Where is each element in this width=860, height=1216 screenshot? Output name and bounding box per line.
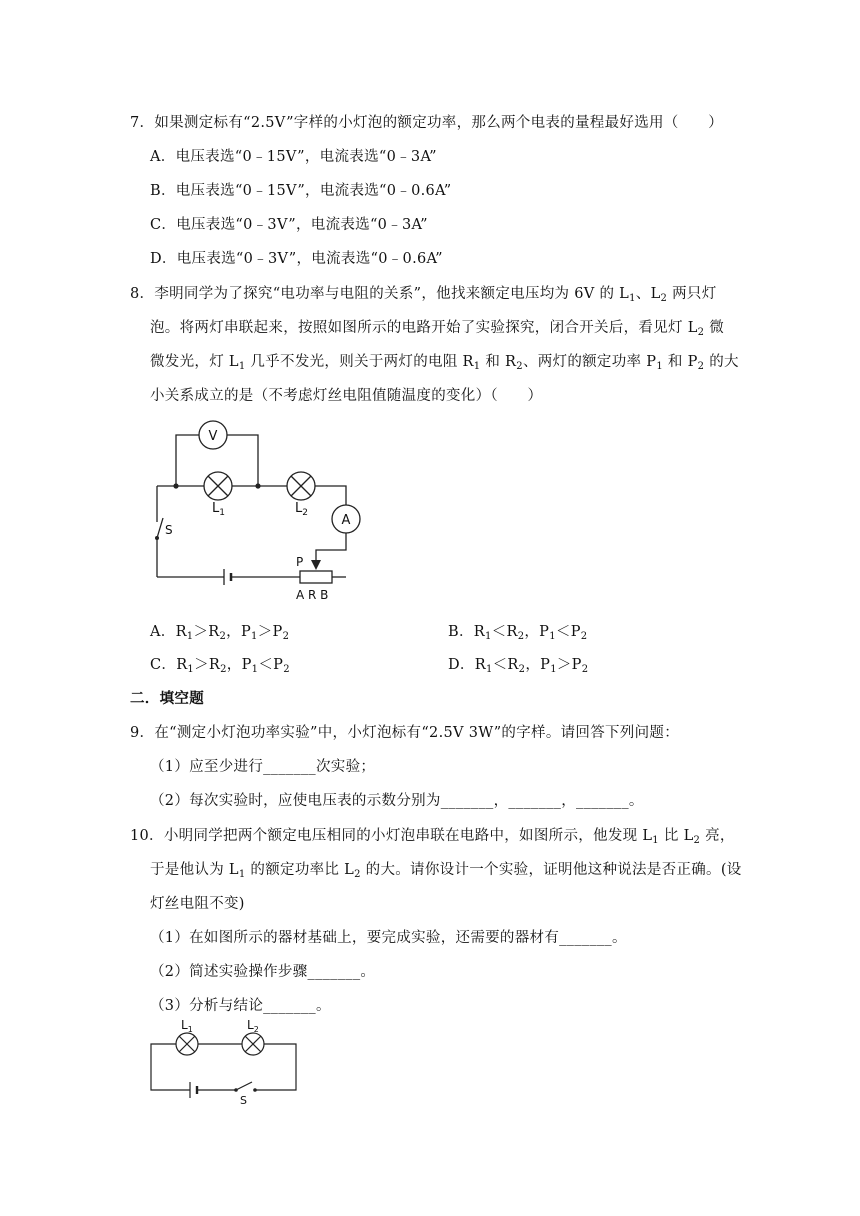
- q9-sub1: （1）应至少进行_______次实验；: [150, 759, 376, 775]
- switch-s-label: S: [165, 523, 173, 537]
- q8-option-b: B．$R_1<R_2$，$P_1<P_2$: [448, 624, 588, 642]
- q10-lamp-l2-symbol: [242, 1033, 264, 1055]
- q10-sub3: （3）分析与结论_______。: [150, 998, 331, 1014]
- q10-lamp-l1-symbol: [176, 1033, 198, 1055]
- q7-stem: 7．如果测定标有“2.5V”字样的小灯泡的额定功率，那么两个电表的量程最好选用（ ）: [130, 115, 724, 131]
- q7-option-b: B．电压表选“0﹣15V”，电流表选“0﹣0.6A”: [150, 183, 452, 199]
- q10-lamp-l1-label: $L_1$: [181, 1018, 193, 1034]
- q8-option-a: A．$R_1>R_2$，$P_1>P_2$: [150, 624, 290, 642]
- slider-p-label: P: [296, 555, 304, 569]
- q10-sub2: （2）简述实验操作步骤_______。: [150, 964, 376, 980]
- q7-option-c: C．电压表选“0﹣3V”，电流表选“0﹣3A”: [150, 217, 428, 233]
- rheostat-terminals-label: A R B: [296, 588, 329, 602]
- q9-sub2: （2）每次实验时，应使电压表的示数分别为_______，_______，_______。: [150, 793, 644, 809]
- q8-stem-line3: 微发光，灯 $L_1$ 几乎不发光，则关于两灯的电阻 $R_1$ 和 $R_2$、两灯的额定功率 $P_1$ 和 $P_2$ 的大: [150, 354, 739, 372]
- q8-stem-line4: 小关系成立的是（不考虑灯丝电阻值随温度的变化）（ ）: [150, 388, 543, 404]
- q7-option-a: A．电压表选“0﹣15V”，电流表选“0﹣3A”: [150, 149, 437, 165]
- q10-sub1: （1）在如图所示的器材基础上，要完成实验，还需要的器材有_______。: [150, 930, 627, 946]
- section-title-fill-in: 二．填空题: [130, 690, 204, 707]
- q8-option-c: C．$R_1>R_2$，$P_1<P_2$: [150, 657, 290, 675]
- lamp-l2-label: $L_2$: [295, 501, 308, 518]
- q10-battery-symbol: [190, 1082, 197, 1098]
- q10-lamp-l2-label: $L_2$: [247, 1018, 259, 1034]
- q7-option-d: D．电压表选“0﹣3V”，电流表选“0﹣0.6A”: [150, 251, 443, 267]
- svg-text:V: V: [208, 429, 218, 444]
- q10-switch-s-label: S: [240, 1094, 247, 1107]
- q9-stem: 9．在“测定小灯泡功率实验”中，小灯泡标有“2.5V 3W”的字样。请回答下列问题：: [130, 725, 680, 741]
- q8-stem-line2: 泡。将两灯串联起来，按照如图所示的电路开始了实验探究，闭合开关后，看见灯 $L_2$ 微: [150, 320, 725, 338]
- svg-text:A: A: [341, 513, 351, 528]
- q10-stem-line1: 10．小明同学把两个额定电压相同的小灯泡串联在电路中，如图所示，他发现 $L_1$ 比 $L_2$ 亮，: [130, 828, 735, 846]
- q10-stem-line2: 于是他认为 $L_1$ 的额定功率比 $L_2$ 的大。请你设计一个实验，证明他这种说法是否正确。(设: [150, 862, 742, 880]
- lamp-l1-label: $L_1$: [212, 501, 225, 518]
- q10-stem-line3: 灯丝电阻不变): [150, 896, 245, 912]
- q8-stem-line1: 8．李明同学为了探究“电功率与电阻的关系”，他找来额定电压均为 6V 的 $L_1$、$L_2$ 两只灯: [130, 286, 717, 304]
- q8-option-d: D．$R_1<R_2$，$P_1>P_2$: [448, 657, 589, 675]
